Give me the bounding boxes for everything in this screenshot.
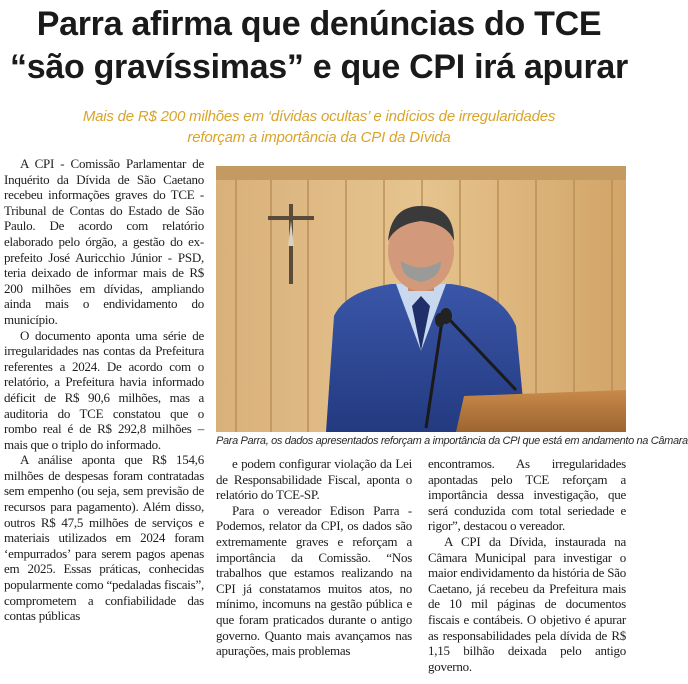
headline-line-2: “são gravíssimas” e que CPI irá apurar [10, 48, 628, 86]
article-photo [216, 166, 626, 432]
paragraph: Para o vereador Edison Parra - Podemos, relator da CPI, os dados são extremamente graves e reforçam a importância da Comissão. “Nos trabalhos que estamos realizando na CPI já constatamos muitos atos, no mínimo, incomuns na gestão pública e que foram praticados durante o antigo governo. Quanto mais avançamos nas apurações, mais problemas [216, 502, 412, 659]
article-column-1 [4, 156, 204, 624]
photo-caption: Para Parra, os dados apresentados reforçam a importância da CPI que está em andamento na Câmara [216, 435, 688, 447]
subheadline-line-1: Mais de R$ 200 milhões em ‘dívidas ocultas’ e indícios de irregularidades [82, 108, 556, 125]
paragraph: e podem configurar violação da Lei de Responsabilidade Fiscal, aponta o relatório do TCE-SP. [216, 456, 412, 503]
paragraph: A CPI da Dívida, instaurada na Câmara Municipal para investigar o maior endividamento da história de São Caetano, já recebeu da Prefeitura mais de 10 mil páginas de documentos fiscais e contábeis. O objetivo é apurar as responsabilidades pela dívida de R$ 1,15 bilhão deixada pelo antigo governo. [428, 533, 626, 674]
headline-line-1: Parra afirma que denúncias do TCE [36, 5, 602, 43]
paragraph: A CPI - Comissão Parlamentar de Inquérito da Dívida de São Caetano recebeu informações graves do TCE - Tribunal de Contas do Estado de São Paulo. De acordo com relatório elaborado pelo órgão, a gestão do ex-prefeito José Auricchio Júnior - PSD, teria deixado de informar mais de R$ 200 milhões em dívidas, ampliando ainda mais o endividamento do município. [4, 156, 204, 327]
article-column-2 [216, 456, 412, 659]
article-column-3 [428, 456, 626, 674]
speaker-at-podium-image [216, 166, 626, 432]
paragraph: O documento aponta uma série de irregularidades nas contas da Prefeitura referentes a 2024. De acordo com o relatório, a Prefeitura havia informado déficit de R$ 90,6 milhões, mas a auditoria do TCE constatou que o rombo real é de R$ 292,8 milhões – mais que o triplo do informado. [4, 327, 204, 452]
subheadline-line-2: reforçam a importância da CPI da Dívida [187, 129, 451, 146]
paragraph: encontramos. As irregularidades apontadas pelo TCE reforçam a importância dessa investigação, que será conduzida com total seriedade e rigor”, destacou o vereador. [428, 456, 626, 534]
paragraph: A análise aponta que R$ 154,6 milhões de despesas foram contratadas sem empenho (ou seja, sem previsão de recursos para pagamento). Além disso, outros R$ 47,5 milhões de serviços e materiais utilizados em 2024 foram ‘empurrados’ para serem pagos apenas em 2025. Essas práticas, conhecidas popularmente como “pedaladas fiscais”, comprometem a confiabilidade das contas públicas [4, 452, 204, 624]
